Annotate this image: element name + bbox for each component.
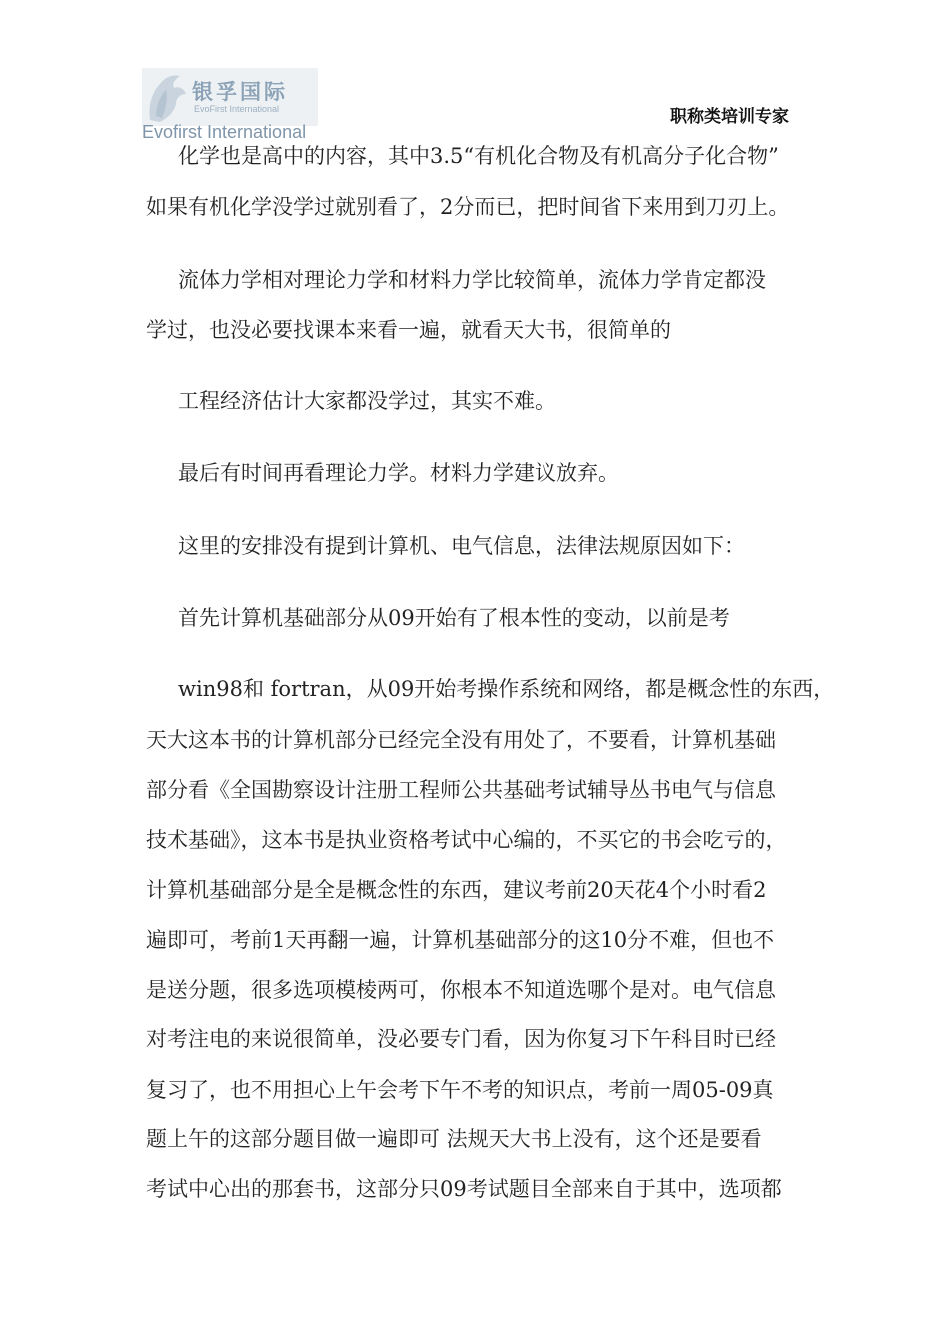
text-line: 天大这本书的计算机部分已经完全没有用处了，不要看，计算机基础: [146, 728, 776, 752]
text-line: 这里的安排没有提到计算机、电气信息，法律法规原因如下：: [178, 534, 745, 558]
text-line: 流体力学相对理论力学和材料力学比较简单，流体力学肯定都没: [178, 268, 766, 292]
company-logo: [142, 68, 320, 140]
text-line: 工程经济估计大家都没学过，其实不难。: [178, 389, 556, 413]
text-line: 如果有机化学没学过就别看了，2分而已，把时间省下来用到刀刃上。: [146, 195, 790, 219]
logo-chinese-text: 银孚国际: [192, 80, 288, 104]
text-line: 首先计算机基础部分从09开始有了根本性的变动，以前是考: [178, 606, 730, 630]
text-line: 考试中心出的那套书，这部分只09考试题目全部来自于其中，选项都: [146, 1177, 782, 1201]
text-line: 计算机基础部分是全是概念性的东西，建议考前20天花4个小时看2: [146, 878, 767, 902]
text-line: 化学也是高中的内容，其中3.5“有机化合物及有机高分子化合物”: [178, 144, 779, 168]
text-line: 遍即可，考前1天再翻一遍，计算机基础部分的这10分不难，但也不: [146, 928, 775, 952]
text-line: 对考注电的来说很简单，没必要专门看，因为你复习下午科目时已经: [146, 1027, 776, 1051]
text-line: win98和 fortran，从09开始考操作系统和网络，都是概念性的东西，: [178, 677, 835, 701]
text-line: 是送分题，很多选项模棱两可，你根本不知道选哪个是对。电气信息: [146, 978, 776, 1002]
header-tagline: 职称类培训专家: [670, 107, 789, 127]
logo-background: [142, 68, 318, 126]
text-line: 最后有时间再看理论力学。材料力学建议放弃。: [178, 461, 619, 485]
text-line: 技术基础》，这本书是执业资格考试中心编的，不买它的书会吃亏的，: [146, 828, 787, 852]
logo-english-text: Evofirst International: [142, 122, 307, 142]
text-line: 部分看《全国勘察设计注册工程师公共基础考试辅导丛书电气与信息: [146, 778, 776, 802]
text-line: 复习了，也不用担心上午会考下午不考的知识点，考前一周05-09真: [146, 1078, 774, 1102]
lion-emblem-icon: [144, 70, 190, 124]
text-line: 题上午的这部分题目做一遍即可 法规天大书上没有，这个还是要看: [146, 1127, 762, 1151]
text-line: 学过，也没必要找课本来看一遍，就看天大书，很简单的: [146, 318, 671, 342]
logo-english-small-text: EvoFirst International: [194, 104, 280, 114]
